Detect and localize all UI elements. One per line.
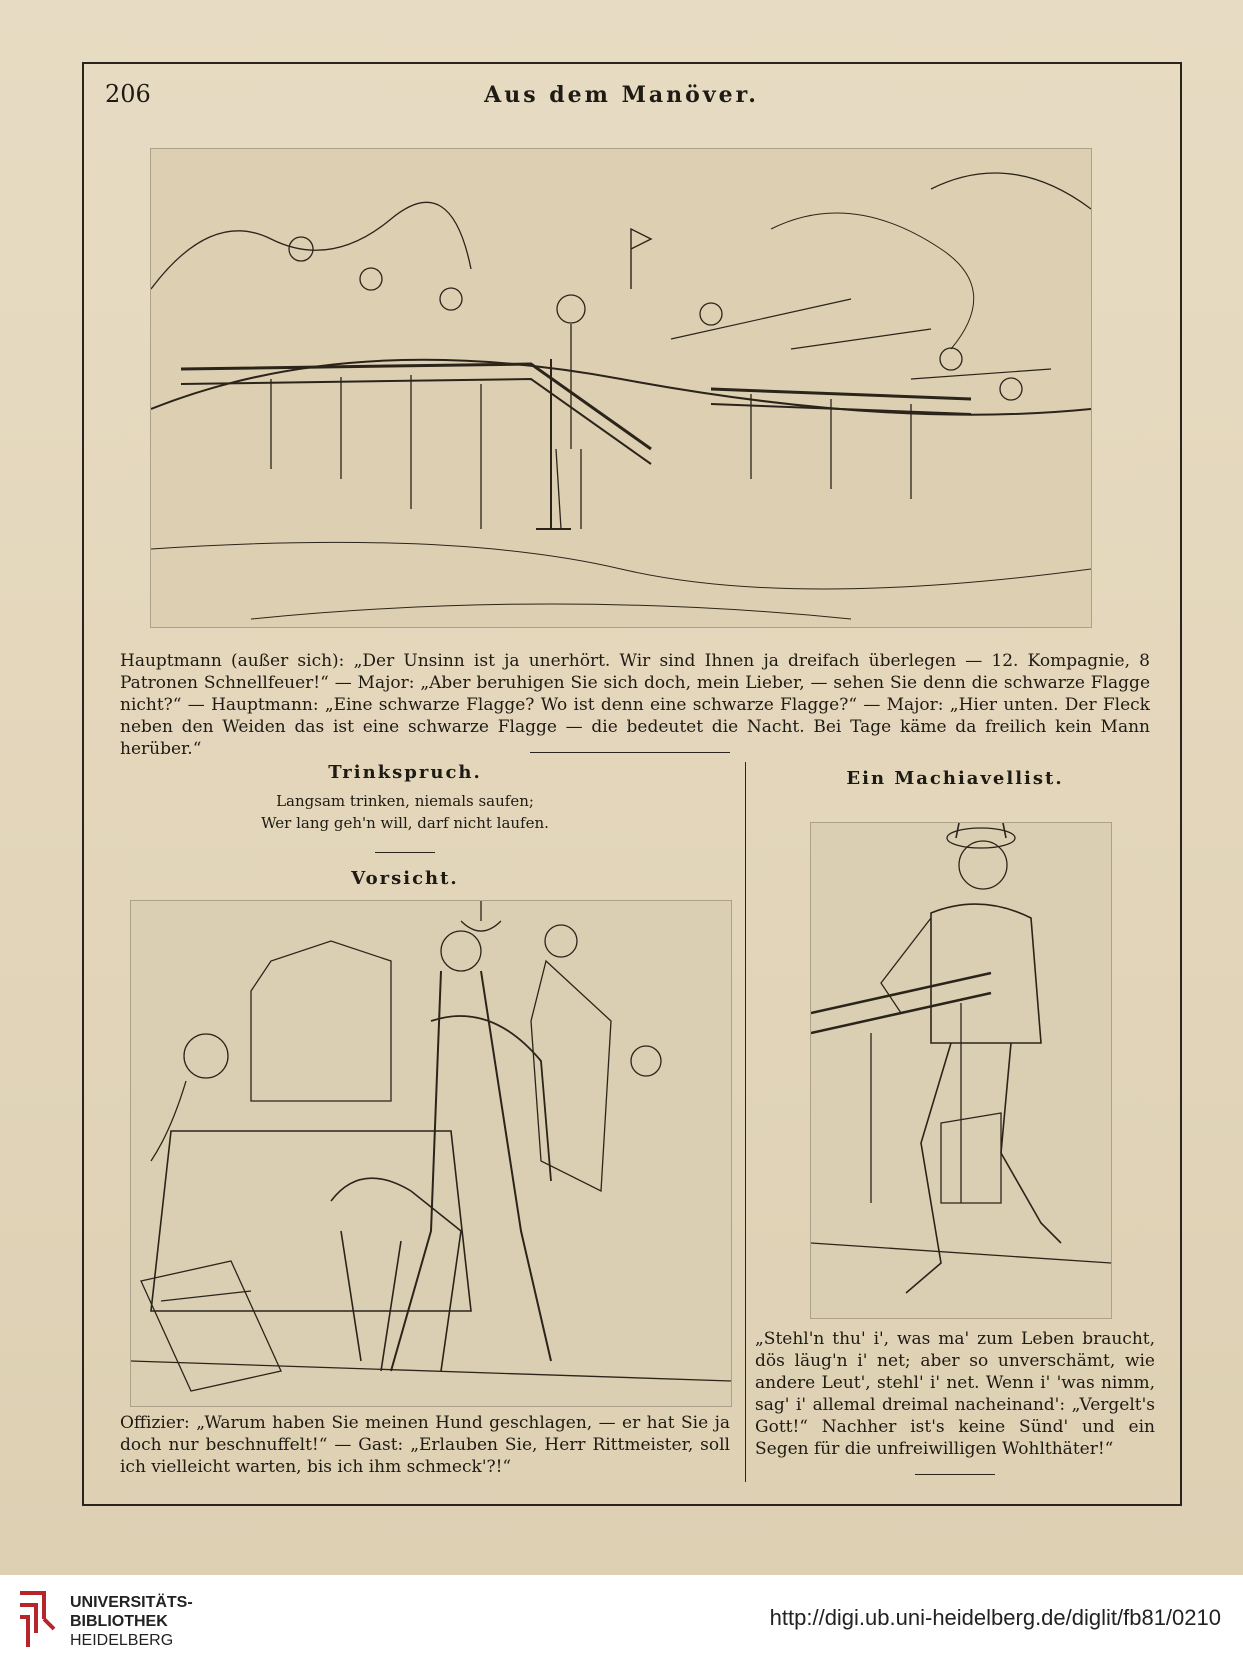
library-footer	[0, 1575, 1243, 1665]
trinkspruch-title: Trinkspruch.	[328, 762, 482, 783]
top-caption: Hauptmann (außer sich): „Der Unsinn ist ja unerhört. Wir sind Ihnen ja dreifach überlegen — 12. Kompagnie, 8 Patronen Schnellfeuer!“ — Major: „Aber beruhigen Sie sich doch, mein Lieber, — sehen Sie denn die schwarze Flagge nicht?“ — Hauptmann: „Eine schwarze Flagge? Wo ist denn eine schwarze Flagge?“ — Major: „Hier unten. Der Fleck neben den Weiden das ist eine schwarze Flagge — die bedeutet die Nacht. Bei Tage käme da freilich kein Mann herüber.“	[120, 651, 1150, 759]
officer-dog-tavern-engraving-icon	[131, 901, 731, 1406]
poem-line: Langsam trinken, niemals saufen;	[276, 792, 534, 810]
column-divider	[745, 762, 746, 1482]
poem-divider	[375, 852, 435, 853]
poem-line: Wer lang geh'n will, darf nicht laufen.	[261, 814, 549, 832]
machiavellist-end-rule	[915, 1474, 995, 1475]
man-at-railing-illustration	[810, 822, 1112, 1319]
library-logo-icon[interactable]	[16, 1589, 58, 1651]
library-name-line: BIBLIOTHEK	[70, 1613, 168, 1630]
trinkspruch-poem	[230, 790, 580, 834]
officer-dog-illustration	[130, 900, 732, 1407]
man-at-railing-engraving-icon	[811, 823, 1111, 1318]
caption-divider	[530, 752, 730, 753]
library-name-line: UNIVERSITÄTS-	[70, 1594, 193, 1611]
machiavellist-caption: „Stehl'n thu' i', was ma' zum Leben braucht, dös läug'n i' net; aber so unverschämt, wie andere Leut', stehl' i' net. Wenn i' 'was nimm, sag' i' allemal dreimal nacheinand': „Vergelt's Gott!“ Nachher ist's keine Sünd' und ein Segen für die unfreiwilligen Wohlthäter!“	[755, 1329, 1155, 1459]
bridge-battle-illustration	[150, 148, 1092, 628]
bridge-battle-engraving-icon	[151, 149, 1091, 627]
page-number: 206	[105, 80, 151, 108]
page-header-title: Aus dem Manöver.	[484, 82, 759, 108]
document-url-link[interactable]: http://digi.ub.uni-heidelberg.de/diglit/fb81/0210	[769, 1605, 1221, 1630]
machiavellist-title: Ein Machiavellist.	[846, 768, 1064, 789]
library-name[interactable]	[70, 1593, 193, 1650]
vorsicht-title: Vorsicht.	[351, 868, 459, 889]
vorsicht-caption: Offizier: „Warum haben Sie meinen Hund geschlagen, — er hat Sie ja doch nur beschnuffelt!“ — Gast: „Erlauben Sie, Herr Rittmeister, soll ich vielleicht warten, bis ich ihm schmeck'?!“	[120, 1413, 730, 1477]
library-name-line: HEIDELBERG	[70, 1632, 174, 1649]
